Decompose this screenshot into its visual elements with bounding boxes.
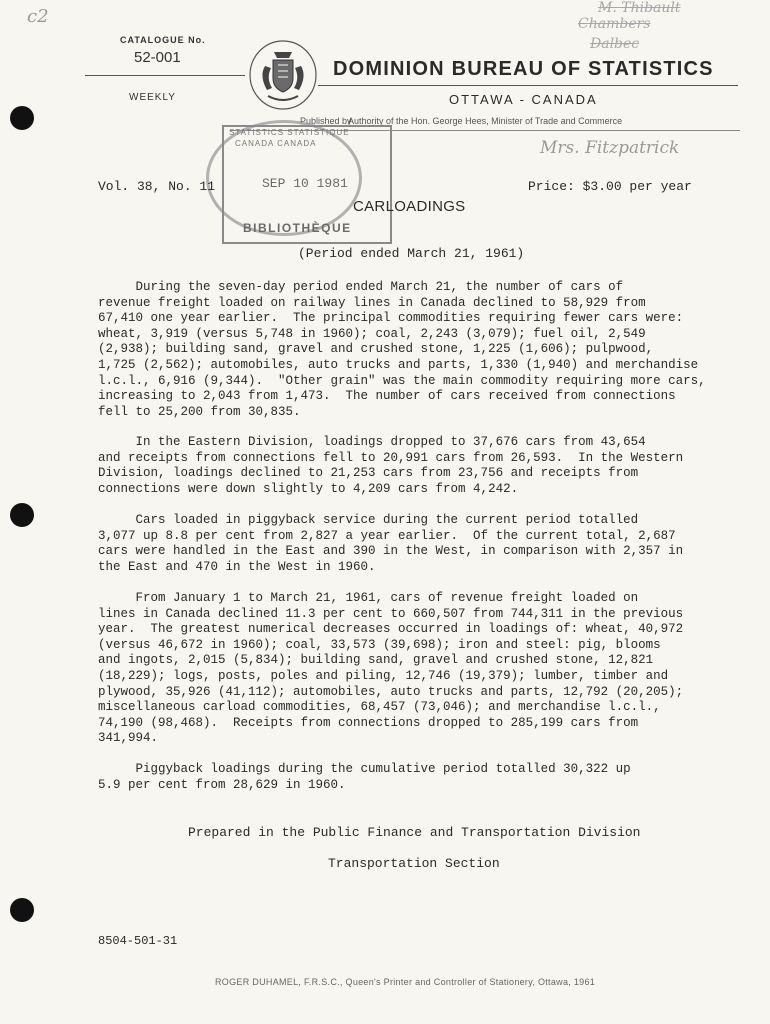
punch-hole	[10, 503, 34, 527]
document-number: 8504-501-31	[98, 934, 178, 948]
price: Price: $3.00 per year	[528, 179, 692, 194]
frequency-label: WEEKLY	[129, 92, 176, 103]
body-paragraph: Cars loaded in piggyback service during the current period totalled 3,077 up 8.8 per cent from 2,827 a year earlier. Of the current total, 2,687 cars were handled in the East and 390 in the West, in comparison with 2,357 in the East and 470 in the West in 1960.	[98, 513, 684, 574]
agency-title: DOMINION BUREAU OF STATISTICS	[333, 58, 714, 80]
punch-hole	[10, 106, 34, 130]
header-divider-left	[85, 75, 245, 76]
body-paragraph: In the Eastern Division, loadings dropped to 37,676 cars from 43,654 and receipts from connections fell to 20,991 cars from 26,593. In the Western Division, loadings declined to 21,253 cars from 23,756 and receipts from connections were down slightly to 4,209 cars from 4,242.	[98, 435, 684, 496]
publisher-left: Published by	[300, 116, 352, 126]
catalogue-number: 52-001	[134, 49, 181, 66]
body-paragraph: Piggyback loadings during the cumulative period totalled 30,322 up 5.9 per cent from 28,629 in 1960.	[98, 762, 631, 792]
publisher-line: Authority of the Hon. George Hees, Minister of Trade and Commerce	[348, 116, 623, 126]
section-name: Transportation Section	[328, 856, 500, 871]
handwritten-signature: Mrs. Fitzpatrick	[540, 138, 680, 158]
printer-footer: ROGER DUHAMEL, F.R.S.C., Queen's Printer and Controller of Stationery, Ottawa, 1961	[215, 977, 596, 987]
handwritten-routing-2: Chambers	[578, 16, 651, 32]
report-period: (Period ended March 21, 1961)	[298, 246, 525, 261]
handwritten-routing-1: M. Thibault	[598, 0, 681, 16]
handwritten-mark: c2	[27, 6, 49, 27]
body-paragraph: During the seven-day period ended March 21, the number of cars of revenue freight loaded on railway lines in Canada declined to 58,929 from 67,410 one year earlier. The principal commodities requiring fewer cars were: wheat, 3,919 (versus 5,748 in 1960); coal, 2,243 (3,079); fuel oil, 2,549 (2,938); building sand, gravel and crushed stone, 1,225 (1,606); pulpwood, 1,725 (2,562); automobiles, auto trucks and parts, 1,330 (1,940) and merchandise l.c.l., 6,916 (9,344). "Other grain" was the main commodity requiring more cars, increasing to 2,043 from 1,473. The number of cars received from connections fell to 25,200 from 30,835.	[98, 280, 706, 419]
header-divider-right	[318, 85, 738, 86]
punch-hole	[10, 898, 34, 922]
catalogue-label: CATALOGUE No.	[120, 35, 206, 45]
stamp-line-1: STATISTICS STATISTIQUE	[229, 128, 350, 137]
prepared-by: Prepared in the Public Finance and Transportation Division	[188, 825, 641, 840]
handwritten-routing-3: Dalbec	[590, 36, 640, 52]
coat-of-arms-icon	[248, 38, 318, 110]
volume-number: Vol. 38, No. 11	[98, 179, 216, 194]
stamp-library: BIBLIOTHÈQUE	[243, 221, 352, 235]
body-paragraph: From January 1 to March 21, 1961, cars of revenue freight loaded on lines in Canada declined 11.3 per cent to 660,507 from 744,311 in the previous year. The greatest numerical decreases occurred in loadings of: wheat, 40,972 (versus 46,672 in 1960); coal, 33,573 (39,698); iron and steel: pig, blooms and ingots, 2,015 (5,834); building sand, gravel and crushed stone, 12,821 (18,229); logs, posts, poles and piling, 12,746 (19,379); lumber, timber and plywood, 35,926 (41,112); automobiles, auto trucks and parts, 12,792 (20,205); miscellaneous carload commodities, 68,457 (73,046); and merchandise l.c.l., 74,190 (98,468). Receipts from connections dropped to 285,199 cars from 341,994.	[98, 591, 684, 746]
stamp-line-2: CANADA CANADA	[235, 139, 317, 148]
report-title: CARLOADINGS	[353, 198, 466, 215]
stamp-date: SEP 10 1981	[262, 176, 348, 191]
city-label: OTTAWA - CANADA	[449, 92, 598, 107]
